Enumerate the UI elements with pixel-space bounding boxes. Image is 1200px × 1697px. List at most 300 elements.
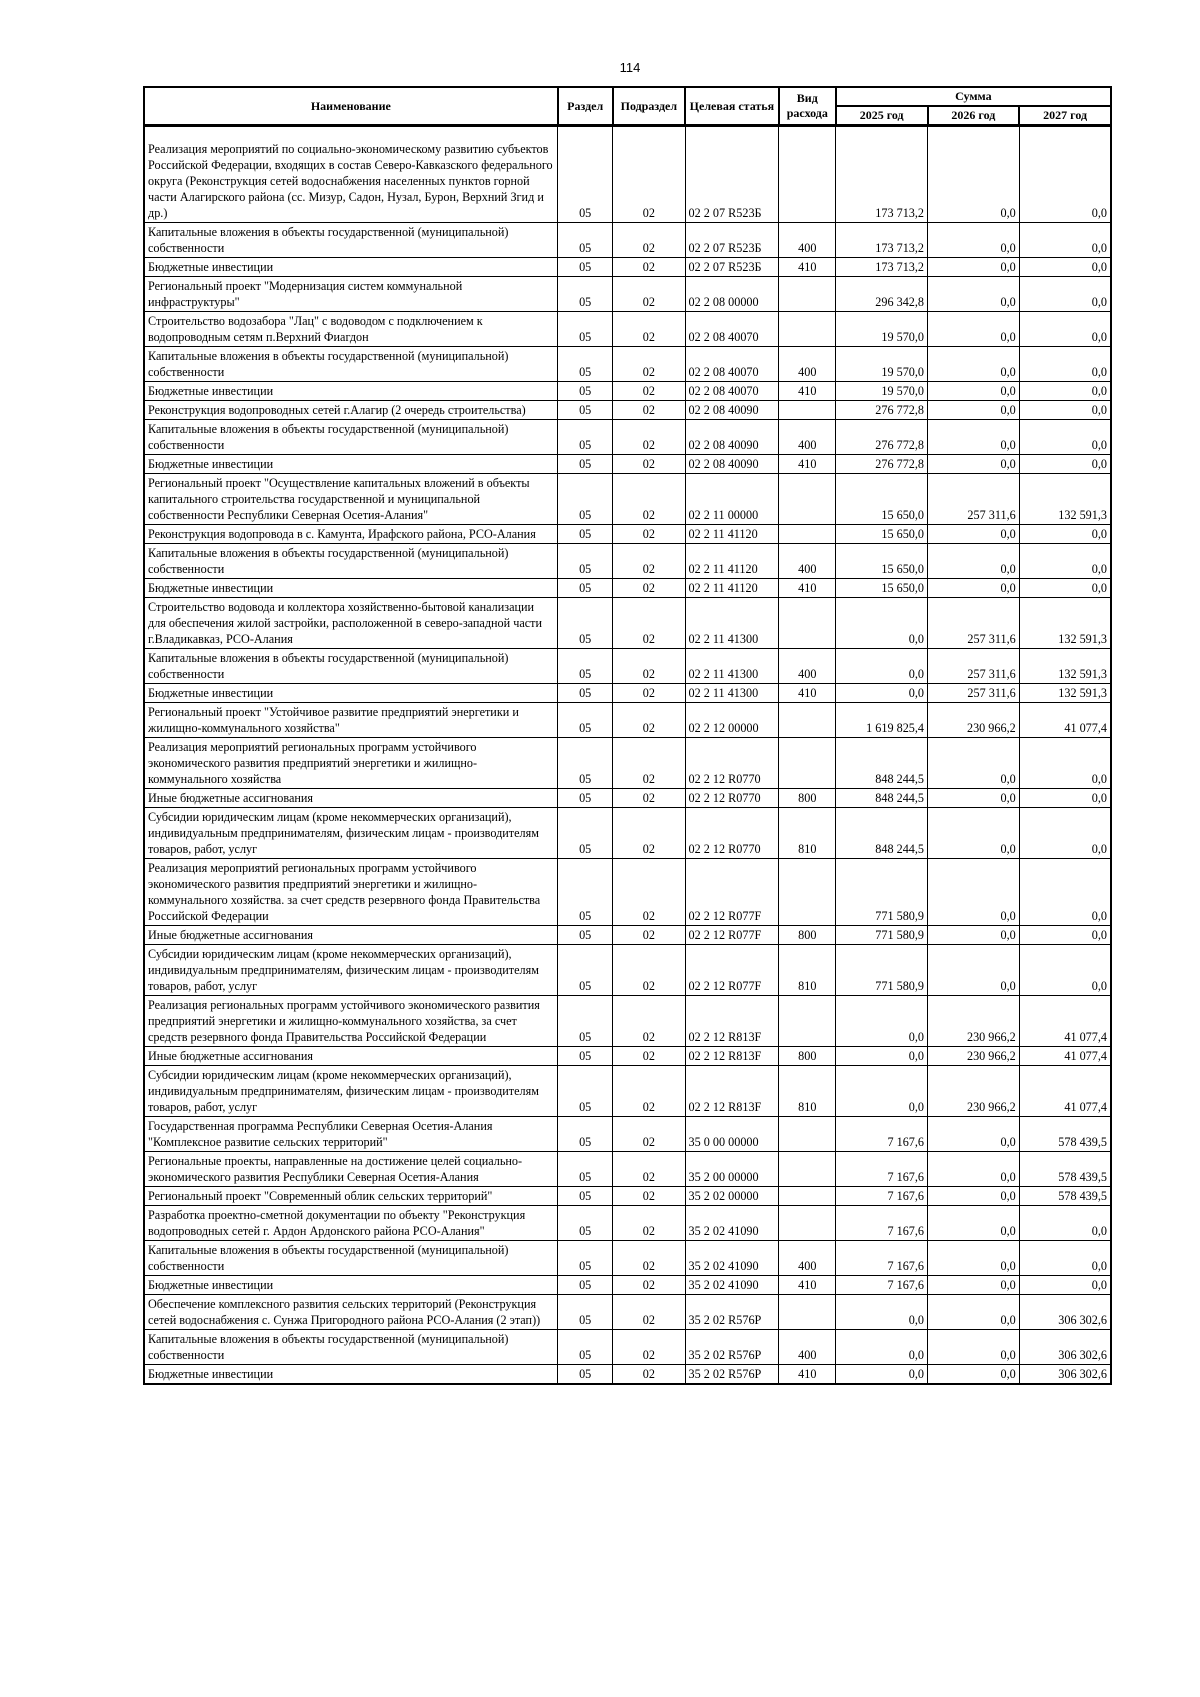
row-amount-2026: 0,0 [928,738,1020,789]
table-row [144,258,1111,277]
table-row [144,738,1111,789]
row-amount-2026: 257 311,6 [928,598,1020,649]
row-amount-2026: 0,0 [928,1276,1020,1295]
row-subsection: 02 [613,474,685,525]
table-row [144,1117,1111,1152]
row-target: 02 2 12 R0770 [685,738,779,789]
row-target: 02 2 12 R0770 [685,789,779,808]
row-subsection: 02 [613,347,685,382]
row-name: Капитальные вложения в объекты государственной (муниципальной) собственности [144,649,558,684]
row-subsection: 02 [613,1187,685,1206]
row-amount-2026: 257 311,6 [928,649,1020,684]
row-type [779,738,836,789]
row-type: 400 [779,649,836,684]
row-name: Региональный проект "Устойчивое развитие предприятий энергетики и жилищно-коммунального хозяйства" [144,703,558,738]
row-subsection: 02 [613,808,685,859]
row-amount-2027: 41 077,4 [1019,703,1111,738]
row-name: Строительство водовода и коллектора хозяйственно-бытовой канализации для обеспечения жилой застройки, расположенной в северо-западной части г.Владикавказ, РСО-Алания [144,598,558,649]
row-target: 02 2 11 41120 [685,525,779,544]
row-subsection: 02 [613,258,685,277]
row-section: 05 [558,996,613,1047]
header-2026: 2026 год [928,106,1020,126]
row-type: 410 [779,382,836,401]
row-amount-2026: 230 966,2 [928,1047,1020,1066]
row-subsection: 02 [613,223,685,258]
row-target: 35 2 02 00000 [685,1187,779,1206]
row-amount-2026: 0,0 [928,223,1020,258]
table-row [144,703,1111,738]
row-name: Бюджетные инвестиции [144,382,558,401]
row-subsection: 02 [613,420,685,455]
row-target: 02 2 08 00000 [685,277,779,312]
row-amount-2027: 0,0 [1019,1276,1111,1295]
row-amount-2027: 578 439,5 [1019,1152,1111,1187]
row-subsection: 02 [613,598,685,649]
row-type [779,474,836,525]
row-amount-2027: 132 591,3 [1019,598,1111,649]
row-amount-2027: 0,0 [1019,789,1111,808]
row-subsection: 02 [613,684,685,703]
table-row [144,945,1111,996]
row-amount-2025: 0,0 [836,684,928,703]
row-name: Государственная программа Республики Северная Осетия-Алания "Комплексное развитие сельских территорий" [144,1117,558,1152]
row-subsection: 02 [613,1330,685,1365]
row-subsection: 02 [613,1206,685,1241]
row-target: 02 2 08 40090 [685,401,779,420]
header-section: Раздел [558,87,613,126]
table-row [144,525,1111,544]
row-subsection: 02 [613,579,685,598]
row-amount-2027: 132 591,3 [1019,684,1111,703]
row-name: Реализация мероприятий региональных программ устойчивого экономического развития предприятий энергетики и жилищно-коммунального хозяйства. за счет средств резервного фонда Правительства Российской Федерации [144,859,558,926]
row-amount-2027: 306 302,6 [1019,1330,1111,1365]
row-type: 410 [779,579,836,598]
row-subsection: 02 [613,649,685,684]
row-amount-2025: 173 713,2 [836,223,928,258]
row-amount-2026: 0,0 [928,347,1020,382]
row-name: Региональный проект "Современный облик сельских территорий" [144,1187,558,1206]
row-amount-2027: 0,0 [1019,859,1111,926]
row-type [779,1295,836,1330]
row-target: 02 2 12 R077F [685,926,779,945]
row-type: 810 [779,945,836,996]
row-amount-2026: 0,0 [928,1365,1020,1385]
row-section: 05 [558,258,613,277]
row-name: Разработка проектно-сметной документации по объекту "Реконструкция водопроводных сетей г. Ардон Ардонского района РСО-Алания" [144,1206,558,1241]
row-target: 35 2 00 00000 [685,1152,779,1187]
row-amount-2026: 0,0 [928,401,1020,420]
row-section: 05 [558,544,613,579]
row-section: 05 [558,455,613,474]
row-section: 05 [558,789,613,808]
row-name: Капитальные вложения в объекты государственной (муниципальной) собственности [144,420,558,455]
row-target: 02 2 12 00000 [685,703,779,738]
row-amount-2025: 276 772,8 [836,401,928,420]
row-name: Реконструкция водопроводных сетей г.Алагир (2 очередь строительства) [144,401,558,420]
table-row [144,1047,1111,1066]
row-type [779,525,836,544]
row-section: 05 [558,401,613,420]
row-amount-2026: 230 966,2 [928,1066,1020,1117]
row-target: 02 2 11 41300 [685,684,779,703]
row-amount-2025: 7 167,6 [836,1187,928,1206]
row-amount-2026: 0,0 [928,859,1020,926]
row-amount-2027: 0,0 [1019,455,1111,474]
row-amount-2025: 848 244,5 [836,738,928,789]
row-target: 02 2 08 40070 [685,347,779,382]
row-amount-2027: 0,0 [1019,926,1111,945]
row-amount-2025: 7 167,6 [836,1152,928,1187]
row-amount-2026: 257 311,6 [928,684,1020,703]
row-amount-2025: 771 580,9 [836,859,928,926]
table-row [144,312,1111,347]
row-amount-2026: 0,0 [928,1206,1020,1241]
table-row [144,544,1111,579]
row-name: Субсидии юридическим лицам (кроме некоммерческих организаций), индивидуальным предпринимателям, физическим лицам - производителям товаров, работ, услуг [144,808,558,859]
row-amount-2026: 230 966,2 [928,996,1020,1047]
row-amount-2025: 1 619 825,4 [836,703,928,738]
row-amount-2025: 7 167,6 [836,1117,928,1152]
row-amount-2026: 0,0 [928,258,1020,277]
row-subsection: 02 [613,277,685,312]
row-name: Иные бюджетные ассигнования [144,789,558,808]
row-amount-2027: 41 077,4 [1019,1047,1111,1066]
row-subsection: 02 [613,525,685,544]
row-amount-2027: 132 591,3 [1019,474,1111,525]
table-row [144,1187,1111,1206]
row-amount-2025: 771 580,9 [836,926,928,945]
row-section: 05 [558,277,613,312]
row-amount-2027: 0,0 [1019,312,1111,347]
row-name: Региональный проект "Осуществление капитальных вложений в объекты капитального строительства государственной и муниципальной собственности Республики Северная Осетия-Алания" [144,474,558,525]
row-amount-2025: 0,0 [836,996,928,1047]
row-type: 400 [779,420,836,455]
row-amount-2026: 0,0 [928,808,1020,859]
row-name: Реконструкция водопровода в с. Камунта, Ирафского района, РСО-Алания [144,525,558,544]
row-name: Обеспечение комплексного развития сельских территорий (Реконструкция сетей водоснабжения с. Сунжа Пригородного района РСО-Алания (2 этап)) [144,1295,558,1330]
row-amount-2025: 0,0 [836,649,928,684]
row-target: 02 2 08 40090 [685,420,779,455]
row-amount-2025: 296 342,8 [836,277,928,312]
table-row [144,996,1111,1047]
row-target: 02 2 12 R813F [685,996,779,1047]
header-target: Целевая статья [685,87,779,126]
row-amount-2026: 0,0 [928,277,1020,312]
row-amount-2025: 771 580,9 [836,945,928,996]
row-subsection: 02 [613,455,685,474]
row-name: Иные бюджетные ассигнования [144,1047,558,1066]
header-sum: Сумма [836,87,1111,106]
row-amount-2025: 848 244,5 [836,808,928,859]
table-row [144,598,1111,649]
row-amount-2026: 230 966,2 [928,703,1020,738]
row-target: 35 2 02 41090 [685,1276,779,1295]
row-section: 05 [558,223,613,258]
row-section: 05 [558,1152,613,1187]
header-2025: 2025 год [836,106,928,126]
row-section: 05 [558,126,613,223]
row-section: 05 [558,1295,613,1330]
row-amount-2025: 0,0 [836,1330,928,1365]
row-section: 05 [558,1206,613,1241]
table-row [144,455,1111,474]
row-target: 02 2 08 40070 [685,382,779,401]
row-name: Реализация мероприятий по социально-экономическому развитию субъектов Российской Федерации, входящих в состав Северо-Кавказского федерального округа (Реконструкция сетей водоснабжения населенных пунктов горной части Алагирского района (сс. Мизур, Садон, Нузал, Бурон, Верхний Згид и др.) [144,126,558,223]
row-amount-2027: 306 302,6 [1019,1365,1111,1385]
row-amount-2027: 0,0 [1019,382,1111,401]
row-name: Строительство водозабора "Лац" с водоводом с подключением к водопроводным сетям п.Верхний Фиагдон [144,312,558,347]
row-name: Региональные проекты, направленные на достижение целей социально-экономического развития Республики Северная Осетия-Алания [144,1152,558,1187]
row-target: 02 2 12 R077F [685,859,779,926]
row-subsection: 02 [613,859,685,926]
row-target: 02 2 11 41300 [685,649,779,684]
row-target: 02 2 12 R0770 [685,808,779,859]
row-target: 02 2 12 R077F [685,945,779,996]
row-name: Капитальные вложения в объекты государственной (муниципальной) собственности [144,1241,558,1276]
table-row [144,1295,1111,1330]
header-2027: 2027 год [1019,106,1111,126]
row-type [779,126,836,223]
row-name: Региональный проект "Модернизация систем коммунальной инфраструктуры" [144,277,558,312]
header-type: Вид расхода [779,87,836,126]
row-amount-2026: 0,0 [928,579,1020,598]
row-target: 02 2 11 41120 [685,579,779,598]
row-amount-2027: 578 439,5 [1019,1187,1111,1206]
row-target: 02 2 11 41120 [685,544,779,579]
row-name: Субсидии юридическим лицам (кроме некоммерческих организаций), индивидуальным предпринимателям, физическим лицам - производителям товаров, работ, услуг [144,1066,558,1117]
row-target: 02 2 07 R523Б [685,223,779,258]
row-target: 02 2 07 R523Б [685,126,779,223]
row-subsection: 02 [613,1241,685,1276]
row-amount-2025: 15 650,0 [836,579,928,598]
budget-table [143,86,1112,1385]
row-target: 02 2 08 40090 [685,455,779,474]
table-row [144,1365,1111,1385]
row-section: 05 [558,474,613,525]
row-amount-2027: 0,0 [1019,401,1111,420]
row-target: 02 2 12 R813F [685,1047,779,1066]
row-type: 800 [779,789,836,808]
row-subsection: 02 [613,1152,685,1187]
row-amount-2027: 0,0 [1019,544,1111,579]
row-type: 400 [779,347,836,382]
row-target: 02 2 11 41300 [685,598,779,649]
row-amount-2025: 7 167,6 [836,1276,928,1295]
row-section: 05 [558,525,613,544]
row-section: 05 [558,649,613,684]
row-name: Бюджетные инвестиции [144,579,558,598]
row-amount-2025: 15 650,0 [836,525,928,544]
row-type: 400 [779,1241,836,1276]
table-row [144,474,1111,525]
row-type [779,1117,836,1152]
row-amount-2027: 0,0 [1019,223,1111,258]
row-subsection: 02 [613,703,685,738]
table-row [144,277,1111,312]
row-target: 35 0 00 00000 [685,1117,779,1152]
row-amount-2027: 306 302,6 [1019,1295,1111,1330]
table-row [144,223,1111,258]
row-subsection: 02 [613,738,685,789]
row-type: 800 [779,926,836,945]
row-type [779,1206,836,1241]
row-amount-2026: 0,0 [928,382,1020,401]
table-header [144,87,1111,126]
row-target: 02 2 11 00000 [685,474,779,525]
page-number: 114 [619,60,641,75]
row-amount-2026: 0,0 [928,455,1020,474]
row-subsection: 02 [613,1365,685,1385]
header-name: Наименование [144,87,558,126]
row-subsection: 02 [613,1117,685,1152]
row-name: Бюджетные инвестиции [144,1365,558,1385]
row-amount-2025: 276 772,8 [836,420,928,455]
row-amount-2027: 41 077,4 [1019,996,1111,1047]
row-target: 35 2 02 41090 [685,1241,779,1276]
table-row [144,1152,1111,1187]
table-row [144,347,1111,382]
row-type: 400 [779,1330,836,1365]
row-amount-2027: 132 591,3 [1019,649,1111,684]
row-amount-2025: 7 167,6 [836,1241,928,1276]
row-type [779,312,836,347]
row-section: 05 [558,859,613,926]
row-amount-2026: 0,0 [928,1152,1020,1187]
table-body [144,126,1111,1385]
row-subsection: 02 [613,312,685,347]
row-type [779,1152,836,1187]
table-row [144,649,1111,684]
table-row [144,926,1111,945]
row-subsection: 02 [613,789,685,808]
row-amount-2026: 0,0 [928,525,1020,544]
row-section: 05 [558,598,613,649]
table-row [144,859,1111,926]
row-subsection: 02 [613,996,685,1047]
row-type: 810 [779,1066,836,1117]
row-amount-2025: 173 713,2 [836,126,928,223]
row-amount-2027: 0,0 [1019,945,1111,996]
row-section: 05 [558,579,613,598]
row-amount-2026: 0,0 [928,126,1020,223]
table-row [144,401,1111,420]
row-name: Капитальные вложения в объекты государственной (муниципальной) собственности [144,347,558,382]
row-section: 05 [558,1241,613,1276]
row-name: Капитальные вложения в объекты государственной (муниципальной) собственности [144,1330,558,1365]
row-amount-2025: 19 570,0 [836,312,928,347]
row-amount-2027: 0,0 [1019,347,1111,382]
row-section: 05 [558,1066,613,1117]
table-row [144,808,1111,859]
row-subsection: 02 [613,382,685,401]
row-amount-2025: 19 570,0 [836,347,928,382]
row-type: 810 [779,808,836,859]
row-amount-2027: 0,0 [1019,808,1111,859]
row-name: Реализация региональных программ устойчивого экономического развития предприятий энергетики и жилищно-коммунального хозяйства, за счет средств резервного фонда Правительства Российской Федерации [144,996,558,1047]
row-name: Бюджетные инвестиции [144,1276,558,1295]
row-amount-2025: 276 772,8 [836,455,928,474]
table-row [144,126,1111,223]
row-amount-2025: 173 713,2 [836,258,928,277]
row-amount-2026: 0,0 [928,420,1020,455]
row-amount-2027: 0,0 [1019,277,1111,312]
table-row [144,579,1111,598]
row-name: Капитальные вложения в объекты государственной (муниципальной) собственности [144,223,558,258]
table-row [144,1241,1111,1276]
row-section: 05 [558,703,613,738]
row-amount-2025: 19 570,0 [836,382,928,401]
row-amount-2025: 15 650,0 [836,544,928,579]
row-subsection: 02 [613,544,685,579]
row-name: Иные бюджетные ассигнования [144,926,558,945]
row-type: 400 [779,544,836,579]
row-type: 800 [779,1047,836,1066]
table-row [144,420,1111,455]
row-subsection: 02 [613,926,685,945]
row-target: 35 2 02 R576P [685,1295,779,1330]
row-amount-2026: 0,0 [928,945,1020,996]
row-target: 35 2 02 R576P [685,1330,779,1365]
row-type [779,401,836,420]
row-name: Бюджетные инвестиции [144,258,558,277]
table-row [144,1276,1111,1295]
row-section: 05 [558,1365,613,1385]
table-row [144,382,1111,401]
row-amount-2025: 0,0 [836,598,928,649]
row-section: 05 [558,347,613,382]
row-name: Бюджетные инвестиции [144,684,558,703]
row-subsection: 02 [613,126,685,223]
row-target: 35 2 02 R576P [685,1365,779,1385]
row-amount-2026: 0,0 [928,1295,1020,1330]
row-amount-2026: 0,0 [928,544,1020,579]
row-subsection: 02 [613,945,685,996]
row-amount-2027: 41 077,4 [1019,1066,1111,1117]
row-subsection: 02 [613,1047,685,1066]
row-section: 05 [558,420,613,455]
header-subsection: Подраздел [613,87,685,126]
row-type: 410 [779,258,836,277]
row-type: 410 [779,1276,836,1295]
row-amount-2027: 0,0 [1019,126,1111,223]
row-section: 05 [558,382,613,401]
row-amount-2026: 0,0 [928,1117,1020,1152]
row-amount-2025: 0,0 [836,1066,928,1117]
row-name: Реализация мероприятий региональных программ устойчивого экономического развития предприятий энергетики и жилищно-коммунального хозяйства [144,738,558,789]
row-type [779,598,836,649]
row-section: 05 [558,945,613,996]
row-amount-2027: 0,0 [1019,579,1111,598]
row-amount-2026: 0,0 [928,1330,1020,1365]
row-type: 410 [779,1365,836,1385]
row-subsection: 02 [613,1295,685,1330]
row-section: 05 [558,1330,613,1365]
row-section: 05 [558,1047,613,1066]
row-target: 02 2 08 40070 [685,312,779,347]
row-amount-2026: 0,0 [928,1241,1020,1276]
row-subsection: 02 [613,1066,685,1117]
table-row [144,1206,1111,1241]
row-section: 05 [558,1117,613,1152]
row-section: 05 [558,926,613,945]
row-amount-2027: 0,0 [1019,1206,1111,1241]
row-amount-2026: 0,0 [928,312,1020,347]
row-type [779,277,836,312]
row-amount-2025: 848 244,5 [836,789,928,808]
row-type: 410 [779,684,836,703]
row-amount-2026: 257 311,6 [928,474,1020,525]
row-amount-2025: 7 167,6 [836,1206,928,1241]
